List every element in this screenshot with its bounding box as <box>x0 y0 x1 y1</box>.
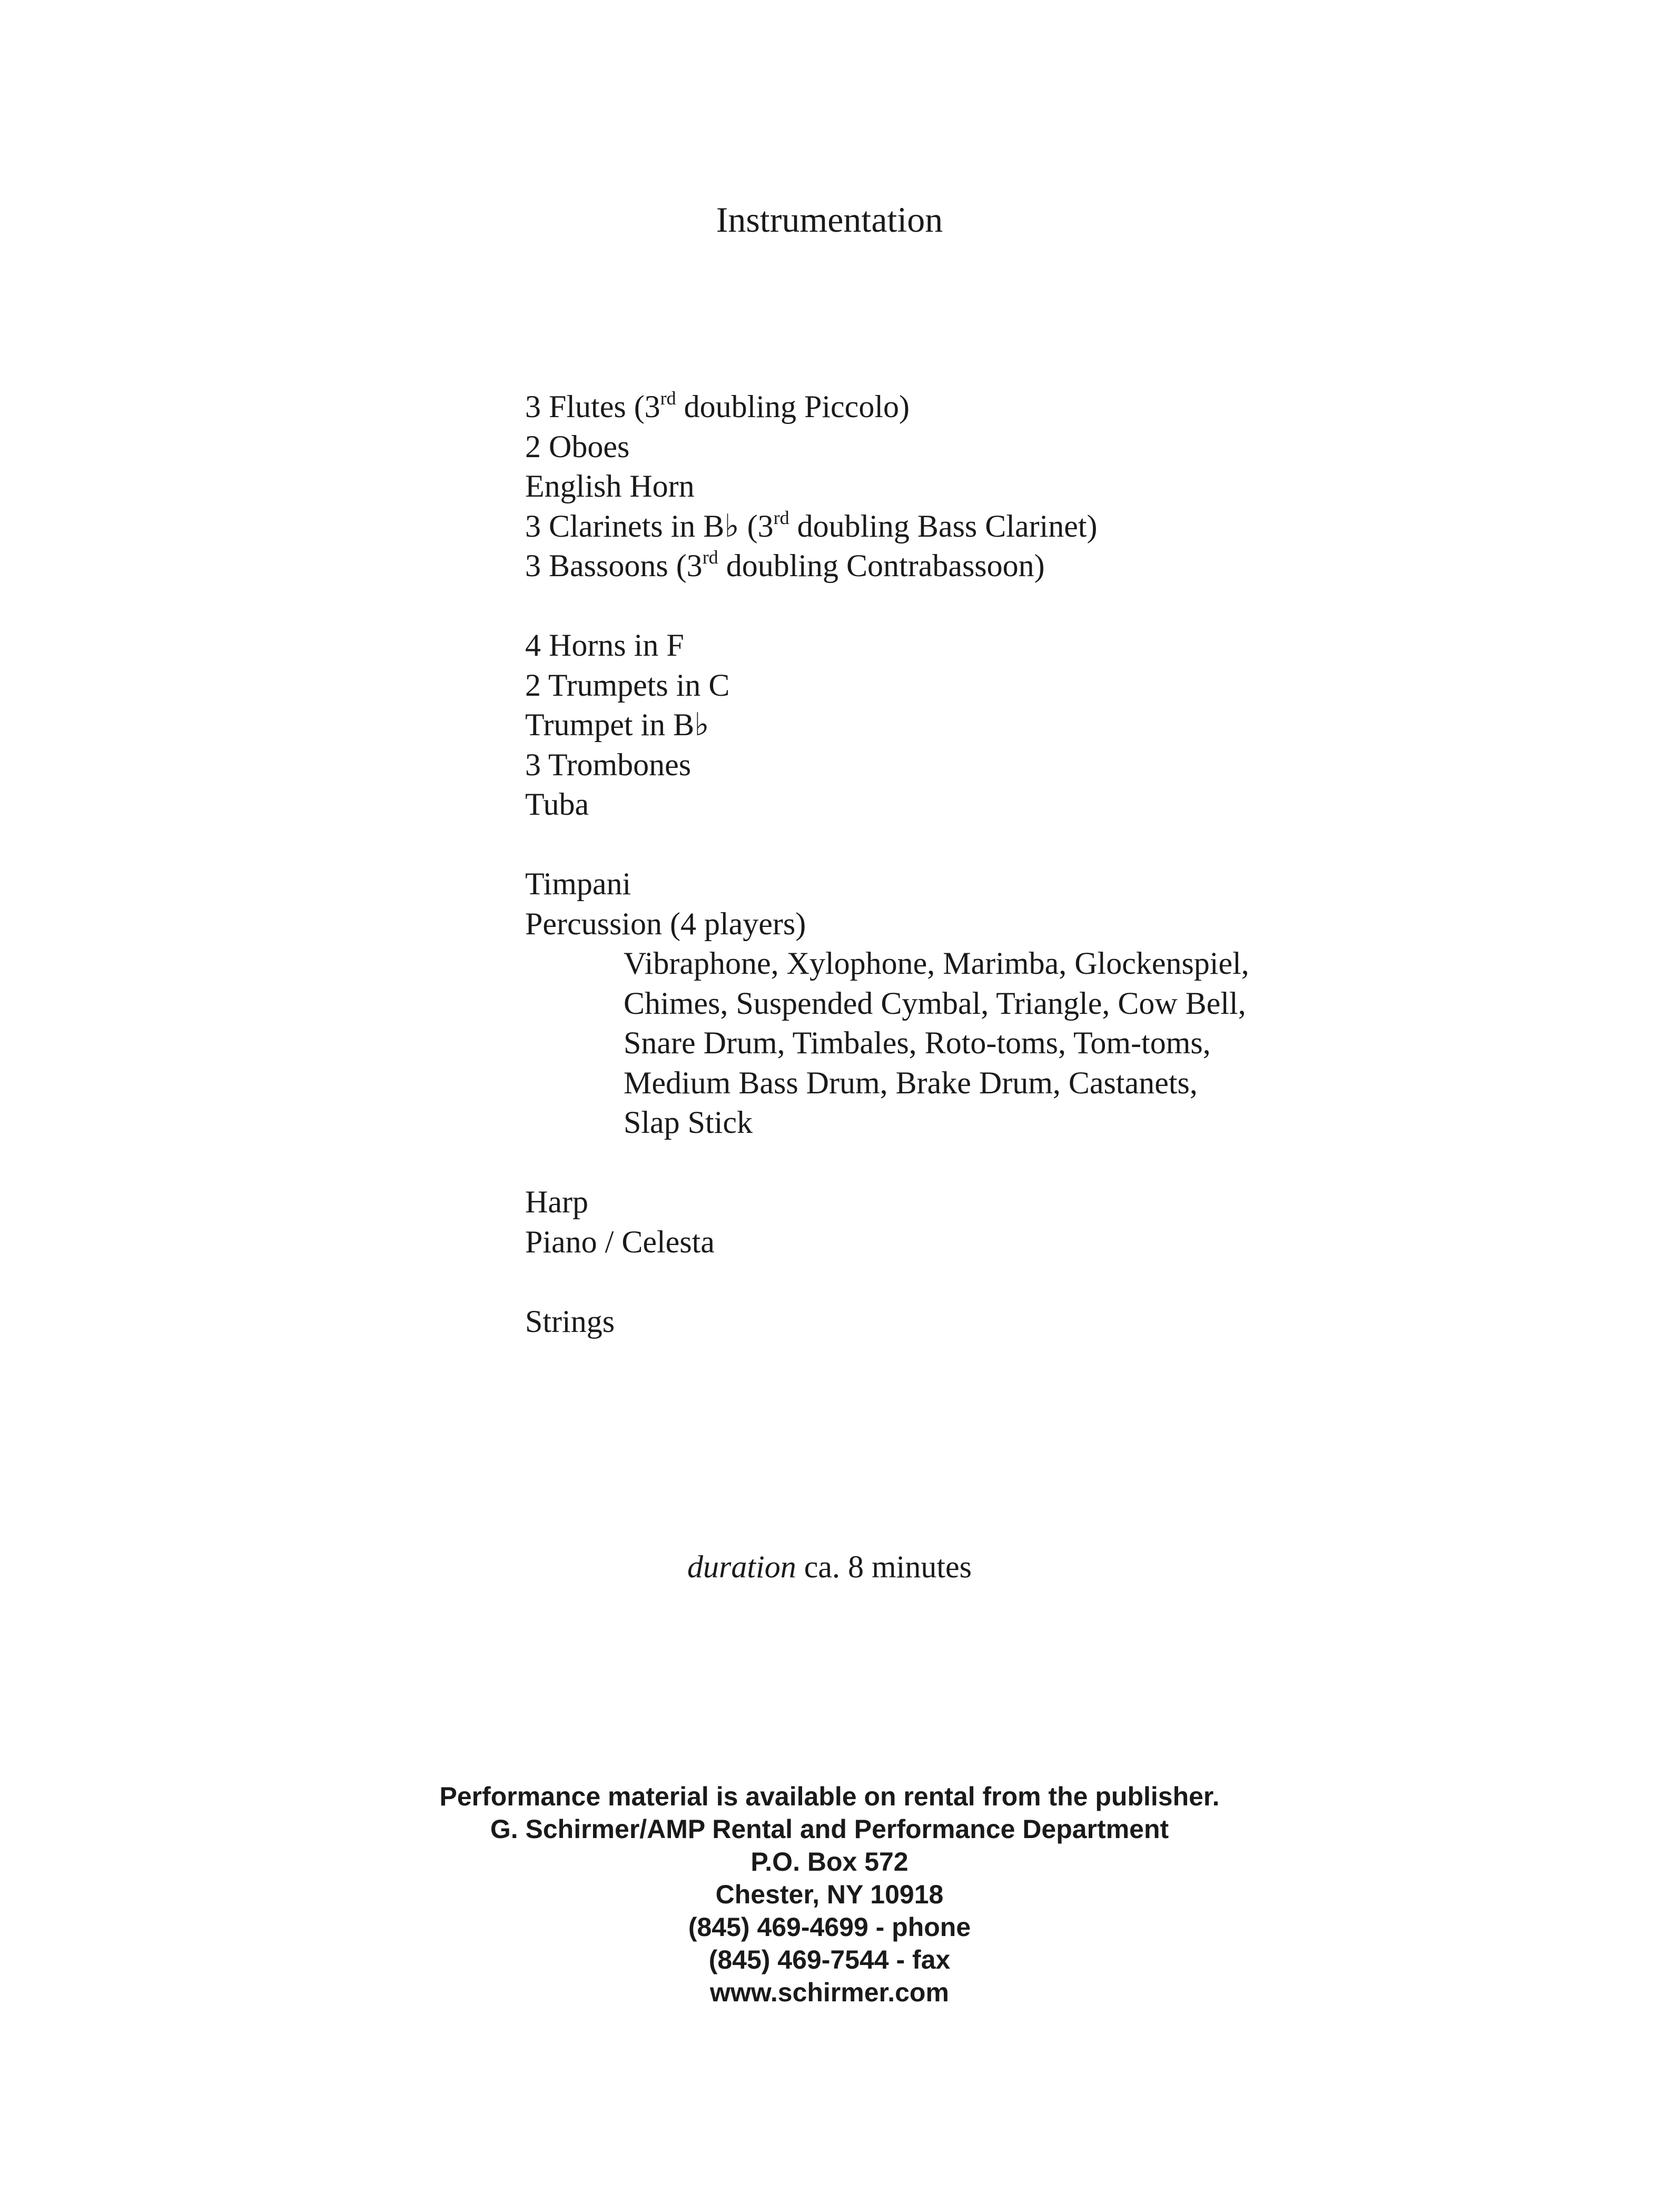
duration-value: ca. 8 minutes <box>796 1549 972 1584</box>
publisher-city: Chester, NY 10918 <box>715 1880 944 1909</box>
rental-notice: Performance material is available on rental from the publisher. <box>439 1782 1220 1811</box>
percussion-list-line: Snare Drum, Timbales, Roto-toms, Tom-toms, <box>624 1025 1211 1060</box>
publisher-po-box: P.O. Box 572 <box>750 1847 908 1877</box>
duration-note <box>0 1546 1659 1588</box>
publisher-fax: (845) 469-7544 - fax <box>708 1945 951 1974</box>
percussion-list-line: Slap Stick <box>624 1105 753 1140</box>
instrument-list <box>525 387 1249 1341</box>
instrument-timpani: Timpani <box>525 866 631 901</box>
instrument-strings: Strings <box>525 1303 615 1339</box>
instrument-bassoons <box>525 546 1249 586</box>
publisher-phone: (845) 469-4699 - phone <box>688 1912 971 1942</box>
instrument-clarinets <box>525 507 1249 547</box>
instrument-oboes: 2 Oboes <box>525 429 630 464</box>
instrument-flutes <box>525 387 1249 427</box>
instrument-trombones: 3 Trombones <box>525 747 692 782</box>
flutes-doubling: doubling Piccolo) <box>676 389 910 424</box>
section-gap <box>525 586 1249 626</box>
section-gap <box>525 825 1249 865</box>
section-gap <box>525 1262 1249 1302</box>
clarinets-doubling: doubling Bass Clarinet) <box>789 508 1098 544</box>
clarinets-text: 3 Clarinets in B♭ (3 <box>525 508 774 544</box>
publisher-department: G. Schirmer/AMP Rental and Performance Department <box>490 1814 1169 1844</box>
bassoons-text: 3 Bassoons (3 <box>525 548 703 583</box>
percussion-list-line: Chimes, Suspended Cymbal, Triangle, Cow Bell, <box>624 985 1246 1021</box>
flutes-text: 3 Flutes (3 <box>525 389 660 424</box>
percussion-heading: Percussion (4 players) <box>525 906 806 941</box>
instrument-harp: Harp <box>525 1184 588 1219</box>
instrument-trumpet-bb: Trumpet in B♭ <box>525 707 709 742</box>
instrument-horns: 4 Horns in F <box>525 628 684 663</box>
page-title: Instrumentation <box>716 200 943 240</box>
bassoons-ordinal: rd <box>702 547 718 568</box>
publisher-footer <box>0 1780 1659 2009</box>
bassoons-doubling: doubling Contrabassoon) <box>718 548 1045 583</box>
percussion-list-line: Vibraphone, Xylophone, Marimba, Glockenspiel, <box>624 946 1249 981</box>
clarinets-ordinal: rd <box>773 507 789 528</box>
instrument-piano-celesta: Piano / Celesta <box>525 1224 715 1259</box>
instrument-english-horn: English Horn <box>525 469 695 503</box>
section-gap <box>525 1143 1249 1183</box>
percussion-list-line: Medium Bass Drum, Brake Drum, Castanets, <box>624 1065 1198 1100</box>
instrument-tuba: Tuba <box>525 787 589 822</box>
duration-label: duration <box>687 1549 796 1584</box>
publisher-website: www.schirmer.com <box>710 1978 949 2007</box>
flutes-ordinal: rd <box>660 388 676 409</box>
instrument-trumpets-c: 2 Trumpets in C <box>525 667 730 703</box>
